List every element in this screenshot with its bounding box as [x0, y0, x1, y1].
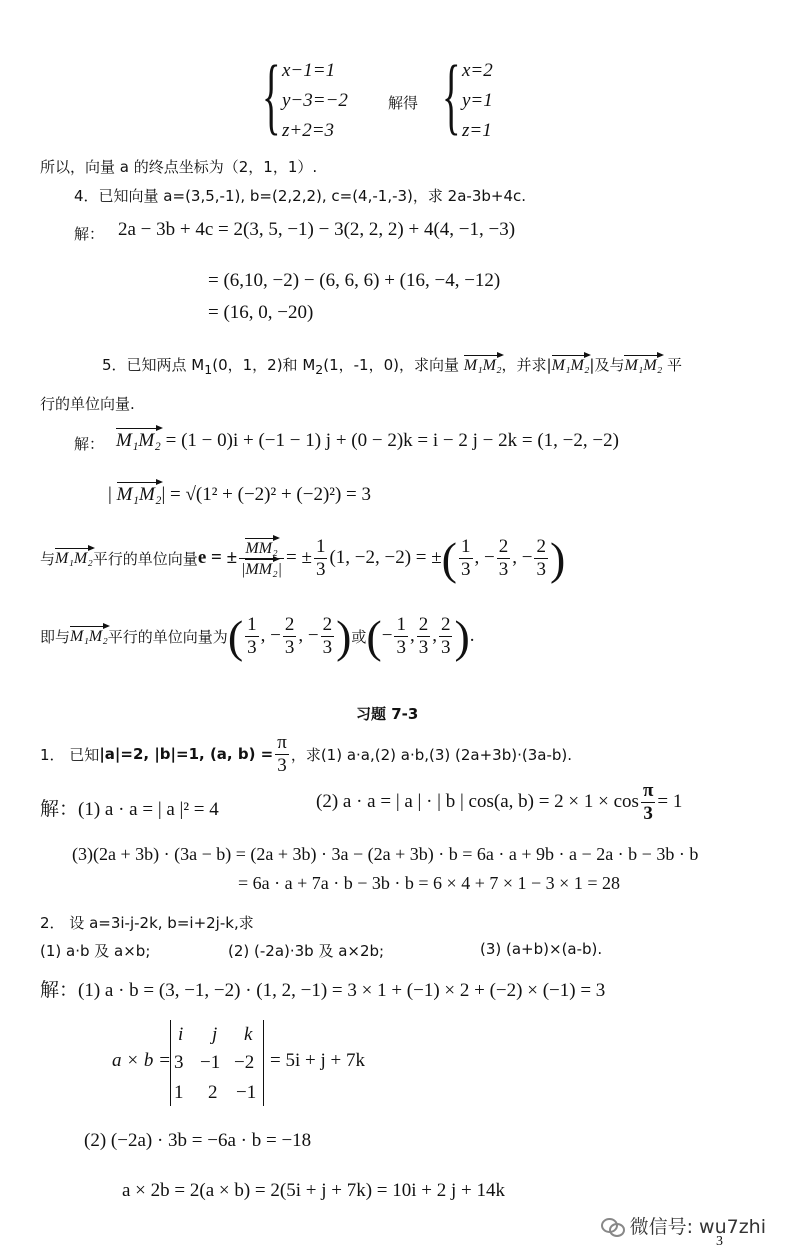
- exercise-1-question: 1． 已知 |a|=2, |b|=1, (a, b) = $\frac{\pi}{3}$ ，求(1) a·a,(2) a·b,(3) (2a+3b)·(3a-b).: [40, 731, 573, 776]
- system2-eq3: z=1: [462, 120, 492, 141]
- exercise-1-step2: (2) a · a = | a | · | b | cos(a, b) = 2 × 1 × cos $\frac{\pi}{3}$ = 1: [316, 779, 683, 824]
- exercise-1-step3: (3)(2a + 3b) · (3a − b) = (2a + 3b) · 3a − (2a + 3b) · b = 6a · a + 9b · a − 2a · b − 3b · b: [72, 844, 699, 864]
- conclusion-line: 所以，向量 a 的终点坐标为（2，1，1）.: [40, 158, 318, 176]
- exercise-1-step1: 解：(1) a · a = | a |² = 4: [40, 799, 219, 820]
- exercise-2-part2: (2) (-2a)·3b 及 a×2b;: [228, 942, 385, 960]
- matrix-r3c2: 2: [208, 1082, 218, 1103]
- system2-eq1: x=2: [462, 60, 493, 81]
- exercise-2-step3: a × 2b = 2(a × b) = 2(5i + j + 7k) = 10i + 2 j + 14k: [122, 1180, 505, 1201]
- problem-4-question: 4．已知向量 a=(3,5,-1), b=(2,2,2), c=(4,-1,-3)，求 2a-3b+4c.: [74, 187, 527, 205]
- problem-5-question-line2: 行的单位向量.: [40, 395, 135, 413]
- matrix-r2c3: −2: [234, 1052, 255, 1073]
- matrix-r3c3: −1: [236, 1082, 257, 1103]
- system1-eq3: z+2=3: [282, 120, 335, 141]
- system1-eq2: y−3=−2: [282, 90, 348, 111]
- jiede-label: 解得: [388, 94, 419, 112]
- exercise-2-part3: (3) (a+b)×(a-b).: [480, 940, 603, 958]
- system1-eq1: x−1=1: [282, 60, 336, 81]
- problem-4-solution-label: 解：: [74, 225, 105, 243]
- matrix-r2c1: 3: [174, 1052, 184, 1073]
- problem-4-step2: = (6,10, −2) − (6, 6, 6) + (16, −4, −12): [208, 270, 501, 291]
- problem-5-step4: 即与 M₁M₂ 平行的单位向量为 ( $\frac{1}{3}$ , − $\frac{2}{3}$ , − $\frac{2}{3}$ ) 或 ( − $\frac{1}{3}$ , $\frac{2}{3}$ , $\frac{2}{3}$ ) .: [40, 610, 475, 662]
- problem-5-step1: M₁M₂ = (1 − 0)i + (−1 − 1) j + (0 − 2)k = i − 2 j − 2k = (1, −2, −2): [116, 430, 619, 451]
- matrix-r1c3: k: [244, 1024, 253, 1045]
- system2-eq2: y=1: [462, 90, 493, 111]
- page-number: 3: [716, 1234, 723, 1249]
- exercise-2-part1: (1) a·b 及 a×b;: [40, 942, 151, 960]
- exercise-2-question: 2． 设 a=3i-j-2k, b=i+2j-k,求: [40, 914, 254, 932]
- left-brace-2: {: [442, 47, 461, 143]
- matrix-r1c1: i: [178, 1024, 184, 1045]
- matrix-result: = 5i + j + 7k: [270, 1050, 365, 1071]
- problem-4-step3: = (16, 0, −20): [208, 302, 314, 323]
- exercise-2-step2: (2) (−2a) · 3b = −6a · b = −18: [84, 1130, 312, 1151]
- vector-m1m2-abs: M₁M₂: [551, 357, 590, 374]
- problem-5-solution-label: 解：: [74, 435, 105, 453]
- matrix-r3c1: 1: [174, 1082, 184, 1103]
- wechat-icon: [601, 1216, 625, 1236]
- exercise-2-axb-label: a × b =: [112, 1050, 171, 1071]
- exercise-1-step4: = 6a · a + 7a · b − 3b · b = 6 × 4 + 7 × 1 − 3 × 1 = 28: [238, 873, 620, 893]
- problem-4-step1: 2a − 3b + 4c = 2(3, 5, −1) − 3(2, 2, 2) + 4(4, −1, −3): [118, 219, 516, 240]
- wechat-watermark: 微信号: wu7zhi: [601, 1212, 766, 1239]
- problem-5-step3: 与 M₁M₂ 平行的单位向量 e = ± $\frac{\text{MM₂}}{\text{|MM₂|}}$ = ± $\frac{1}{3}$ (1, −2, −2) = ± ( $\frac{1}{3}$ , − $\frac{2}{3}$ , − $\frac{2}{3}$ ): [40, 532, 566, 584]
- matrix-r2c2: −1: [200, 1052, 221, 1073]
- matrix-r1c2: j: [212, 1024, 218, 1045]
- vector-m1m2: M₁M₂: [463, 357, 502, 374]
- section-title: 习题 7-3: [356, 705, 419, 723]
- problem-5-question-line1: 5．已知两点 $M_1(0$，1，2)和 $M_2(1$，-1，0)，求向量 M₁M₂，并求|M₁M₂|及与M₁M₂ 平: [102, 356, 683, 377]
- vector-m1m2-parallel: M₁M₂: [624, 357, 663, 374]
- exercise-2-step1: 解：(1) a · b = (3, −1, −2) · (1, 2, −1) = 3 × 1 + (−1) × 2 + (−2) × (−1) = 3: [40, 980, 606, 1001]
- left-brace-1: {: [262, 47, 281, 143]
- problem-5-step2: | M₁M₂| = √(1² + (−2)² + (−2)²) = 3: [108, 484, 372, 505]
